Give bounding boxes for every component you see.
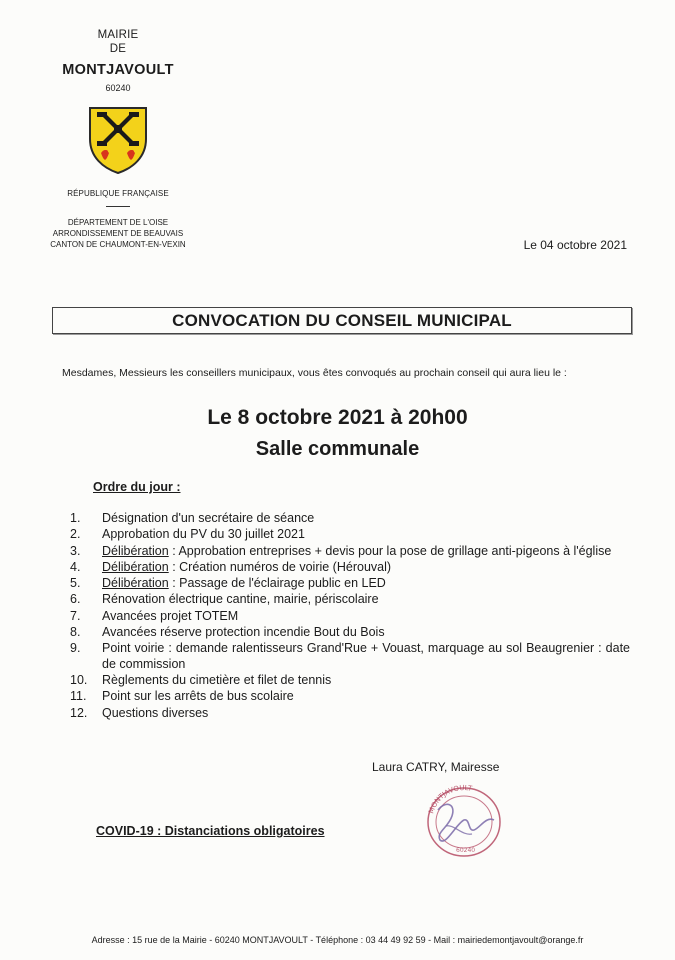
agenda-item-text [102,527,630,543]
agenda-item-keyword: Délibération [102,543,169,558]
agenda-item-text [102,706,630,722]
agenda-item [70,673,630,689]
town-name: MONTJAVOULT [62,62,174,78]
document-title: CONVOCATION DU CONSEIL MUNICIPAL [172,310,512,330]
agenda-item-label: Approbation du PV du 30 juillet 2021 [102,527,305,542]
meeting-place: Salle communale [255,438,420,460]
agenda-item-text [102,560,630,576]
canton-label: CANTON DE CHAUMONT-EN-VEXIN [50,240,186,249]
agenda-item-label: Désignation d'un secrétaire de séance [102,511,315,525]
agenda-item-label: : Approbation entreprises + devis pour la pose de grillage anti-pigeons à l'église [168,543,612,558]
agenda-item [70,625,630,641]
agenda-item-text [102,689,630,705]
agenda-item-label: : Création numéros de voirie (Hérouval) [168,559,392,574]
agenda-item-text [102,511,630,527]
agenda-item-number: 8. [70,625,81,640]
title-box [52,307,632,334]
agenda-item-text [102,641,630,672]
agenda-item [70,511,630,527]
mairie-label: MAIRIE [97,29,139,41]
agenda-item-keyword: Délibération [102,576,169,591]
agenda-item [70,706,630,722]
agenda-item-text [102,625,630,641]
arrondissement-label: ARRONDISSEMENT DE BEAUVAIS [52,229,184,238]
agenda-item-number: 11. [70,689,87,704]
agenda-item-number: 1. [70,511,81,525]
agenda-item [70,560,630,576]
letterhead [30,28,206,250]
agenda-item-keyword: Délibération [102,559,169,574]
meeting-date: Le 8 octobre 2021 à 20h00 [207,406,468,429]
agenda-item-label: Point voirie : demande ralentisseurs Grand'Rue + Vouast, marquage au sol Beaugrenier : date de commission [102,641,630,671]
covid-notice: COVID-19 : Distanciations obligatoires [96,824,325,838]
agenda-item-label: Avancées réserve protection incendie Bout du Bois [102,625,385,640]
stamp-postcode: 60240 [456,847,476,854]
agenda-item-number: 4. [70,559,81,574]
agenda-item [70,592,630,608]
agenda-item-text [102,544,630,560]
agenda-title: Ordre du jour : [93,480,181,494]
agenda-item-text [102,592,630,608]
agenda-list [70,511,630,722]
agenda-item-number: 7. [70,608,81,623]
document-date: Le 04 octobre 2021 [523,238,627,252]
agenda-item-text [102,609,630,625]
department-label: DÉPARTEMENT DE L'OISE [67,218,169,227]
republic-label: RÉPUBLIQUE FRANÇAISE [67,189,169,198]
stamp-town: MONTJAVOULT [427,783,473,815]
mairie-de-label: DE [109,43,127,55]
agenda-item [70,527,630,543]
agenda-item-label: Rénovation électrique cantine, mairie, périscolaire [102,592,379,607]
agenda-item [70,609,630,625]
agenda-item-number: 3. [70,543,81,558]
agenda-item [70,576,630,592]
agenda-item [70,689,630,705]
agenda-item-label: Règlements du cimetière et filet de tennis [102,673,332,688]
official-stamp-signature-icon [416,780,512,860]
agenda-item-number: 10. [70,673,88,688]
header-divider [106,206,130,207]
agenda-item [70,544,630,560]
agenda-item-text [102,673,630,689]
agenda-item-number: 9. [70,641,81,656]
coat-of-arms-icon [87,105,149,175]
intro-text: Mesdames, Messieurs les conseillers municipaux, vous êtes convoqués au prochain conseil qui aura lieu le : [62,367,567,379]
agenda-item-number: 6. [70,592,81,607]
agenda-item-label: Questions diverses [102,705,209,720]
agenda-item-label: Point sur les arrêts de bus scolaire [102,689,294,704]
agenda-item-number: 12. [70,705,88,720]
signatory: Laura CATRY, Mairesse [372,760,500,774]
agenda-item-number: 5. [70,576,81,591]
footer-contact: Adresse : 15 rue de la Mairie - 60240 MONTJAVOULT - Téléphone : 03 44 49 92 59 - Mail : mairiedemontjavoult@orange.fr [91,935,584,945]
agenda-item-label: : Passage de l'éclairage public en LED [168,576,386,591]
agenda-item [70,641,630,672]
agenda-item-text [102,576,630,592]
postcode: 60240 [105,83,131,93]
agenda-item-label: Avancées projet TOTEM [102,608,239,623]
agenda-item-number: 2. [70,527,81,542]
